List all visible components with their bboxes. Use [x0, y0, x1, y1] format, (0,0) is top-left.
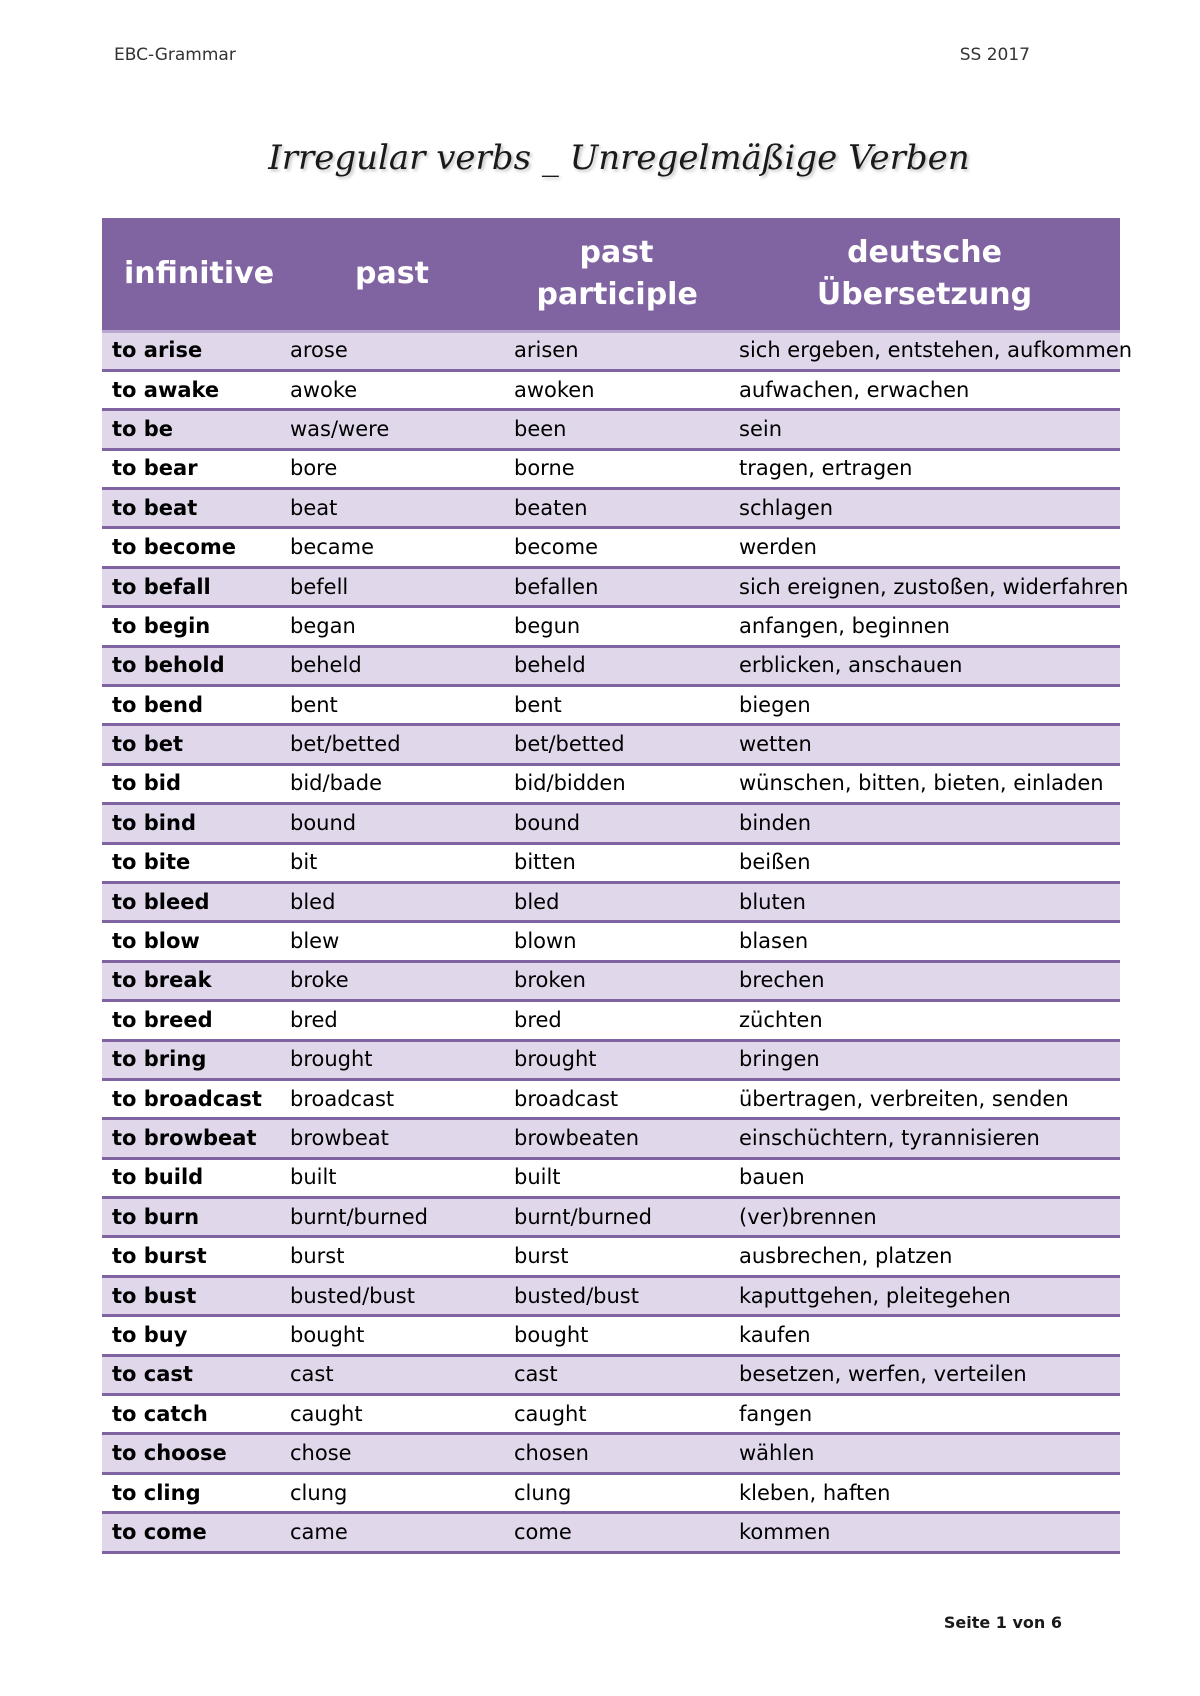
past-participle-cell: bound [504, 804, 729, 843]
translation-cell: kommen [729, 1513, 1120, 1552]
past-cell: befell [280, 567, 504, 606]
past-participle-cell: been [504, 410, 729, 449]
translation-cell: biegen [729, 686, 1120, 725]
past-cell: bent [280, 686, 504, 725]
column-header-past-participle-text: past participle [536, 234, 698, 312]
past-participle-cell: busted/bust [504, 1276, 729, 1315]
past-cell: bore [280, 449, 504, 488]
translation-cell: (ver)brennen [729, 1198, 1120, 1237]
past-participle-cell: befallen [504, 567, 729, 606]
past-cell: burnt/burned [280, 1198, 504, 1237]
translation-cell: übertragen, verbreiten, senden [729, 1079, 1120, 1118]
past-participle-cell: bought [504, 1316, 729, 1355]
infinitive-cell: to breed [102, 1001, 280, 1040]
infinitive-cell: to bend [102, 686, 280, 725]
translation-cell: fangen [729, 1395, 1120, 1434]
infinitive-cell: to begin [102, 607, 280, 646]
past-participle-cell: bent [504, 686, 729, 725]
past-participle-cell: arisen [504, 331, 729, 370]
past-participle-cell: chosen [504, 1434, 729, 1473]
translation-cell: bluten [729, 882, 1120, 921]
table-row [102, 1355, 1120, 1394]
past-participle-cell: beaten [504, 489, 729, 528]
past-participle-cell: bid/bidden [504, 764, 729, 803]
table-row [102, 922, 1120, 961]
past-participle-cell: beheld [504, 646, 729, 685]
infinitive-cell: to become [102, 528, 280, 567]
past-cell: came [280, 1513, 504, 1552]
table-row [102, 1473, 1120, 1512]
past-participle-cell: bitten [504, 843, 729, 882]
table-row [102, 607, 1120, 646]
table-row [102, 804, 1120, 843]
translation-cell: kaputtgehen, pleitegehen [729, 1276, 1120, 1315]
translation-cell: binden [729, 804, 1120, 843]
past-cell: burst [280, 1237, 504, 1276]
past-participle-cell: begun [504, 607, 729, 646]
translation-cell: aufwachen, erwachen [729, 370, 1120, 409]
past-cell: blew [280, 922, 504, 961]
table-row [102, 1198, 1120, 1237]
table-row [102, 843, 1120, 882]
infinitive-cell: to bear [102, 449, 280, 488]
infinitive-cell: to awake [102, 370, 280, 409]
translation-cell: brechen [729, 961, 1120, 1000]
table-row [102, 764, 1120, 803]
infinitive-cell: to cling [102, 1473, 280, 1512]
table-row [102, 528, 1120, 567]
past-cell: began [280, 607, 504, 646]
infinitive-cell: to browbeat [102, 1119, 280, 1158]
translation-cell: kaufen [729, 1316, 1120, 1355]
infinitive-cell: to cast [102, 1355, 280, 1394]
past-cell: chose [280, 1434, 504, 1473]
infinitive-cell: to bite [102, 843, 280, 882]
table-row [102, 882, 1120, 921]
infinitive-cell: to bleed [102, 882, 280, 921]
table-row [102, 567, 1120, 606]
page-header-left: EBC-Grammar [114, 45, 236, 65]
translation-cell: sein [729, 410, 1120, 449]
table-header [102, 218, 1120, 331]
table-row [102, 410, 1120, 449]
table-row [102, 1237, 1120, 1276]
table-body [102, 331, 1133, 1552]
past-participle-cell: built [504, 1158, 729, 1197]
past-participle-cell: browbeaten [504, 1119, 729, 1158]
translation-cell: bringen [729, 1040, 1120, 1079]
infinitive-cell: to befall [102, 567, 280, 606]
table-row [102, 961, 1120, 1000]
infinitive-cell: to beat [102, 489, 280, 528]
past-cell: brought [280, 1040, 504, 1079]
column-header-infinitive: infinitive [102, 218, 280, 331]
infinitive-cell: to burn [102, 1198, 280, 1237]
table-row [102, 449, 1120, 488]
past-participle-cell: caught [504, 1395, 729, 1434]
translation-cell: ausbrechen, platzen [729, 1237, 1120, 1276]
table-row [102, 1316, 1120, 1355]
past-participle-cell: blown [504, 922, 729, 961]
table-row [102, 331, 1120, 370]
past-cell: bought [280, 1316, 504, 1355]
translation-cell: sich ergeben, entstehen, aufkommen [729, 331, 1120, 370]
translation-cell: beißen [729, 843, 1120, 882]
past-cell: bled [280, 882, 504, 921]
infinitive-cell: to burst [102, 1237, 280, 1276]
table-row [102, 1079, 1120, 1118]
infinitive-cell: to be [102, 410, 280, 449]
table-row [102, 1395, 1120, 1434]
past-participle-cell: brought [504, 1040, 729, 1079]
past-cell: cast [280, 1355, 504, 1394]
infinitive-cell: to bust [102, 1276, 280, 1315]
infinitive-cell: to arise [102, 331, 280, 370]
translation-cell: schlagen [729, 489, 1120, 528]
past-cell: caught [280, 1395, 504, 1434]
past-cell: busted/bust [280, 1276, 504, 1315]
past-participle-cell: come [504, 1513, 729, 1552]
past-participle-cell: bled [504, 882, 729, 921]
infinitive-cell: to blow [102, 922, 280, 961]
past-participle-cell: clung [504, 1473, 729, 1512]
translation-cell: blasen [729, 922, 1120, 961]
past-cell: arose [280, 331, 504, 370]
infinitive-cell: to behold [102, 646, 280, 685]
translation-cell: werden [729, 528, 1120, 567]
translation-cell: besetzen, werfen, verteilen [729, 1355, 1120, 1394]
table-row [102, 1001, 1120, 1040]
translation-cell: wählen [729, 1434, 1120, 1473]
past-cell: built [280, 1158, 504, 1197]
past-participle-cell: cast [504, 1355, 729, 1394]
translation-cell: wetten [729, 725, 1120, 764]
table-row [102, 1158, 1120, 1197]
table-row [102, 370, 1120, 409]
table-row [102, 1119, 1120, 1158]
translation-cell: bauen [729, 1158, 1120, 1197]
table-row [102, 489, 1120, 528]
translation-cell: tragen, ertragen [729, 449, 1120, 488]
infinitive-cell: to choose [102, 1434, 280, 1473]
infinitive-cell: to come [102, 1513, 280, 1552]
past-cell: bet/betted [280, 725, 504, 764]
column-header-translation [729, 218, 1120, 331]
past-cell: bound [280, 804, 504, 843]
past-cell: broadcast [280, 1079, 504, 1118]
table-header-row [102, 218, 1120, 331]
infinitive-cell: to bid [102, 764, 280, 803]
table-row [102, 686, 1120, 725]
past-cell: browbeat [280, 1119, 504, 1158]
past-participle-cell: burnt/burned [504, 1198, 729, 1237]
table-row [102, 646, 1120, 685]
past-cell: beat [280, 489, 504, 528]
translation-cell: anfangen, beginnen [729, 607, 1120, 646]
infinitive-cell: to break [102, 961, 280, 1000]
translation-cell: wünschen, bitten, bieten, einladen [729, 764, 1120, 803]
infinitive-cell: to broadcast [102, 1079, 280, 1118]
infinitive-cell: to bet [102, 725, 280, 764]
past-cell: beheld [280, 646, 504, 685]
table-row [102, 1434, 1120, 1473]
infinitive-cell: to bring [102, 1040, 280, 1079]
past-cell: clung [280, 1473, 504, 1512]
past-participle-cell: broadcast [504, 1079, 729, 1118]
table-row [102, 1276, 1120, 1315]
table-row [102, 1513, 1120, 1552]
past-participle-cell: awoken [504, 370, 729, 409]
document-title: Irregular verbs _ Unregelmäßige Verben [268, 138, 970, 178]
past-cell: was/were [280, 410, 504, 449]
infinitive-cell: to bind [102, 804, 280, 843]
infinitive-cell: to buy [102, 1316, 280, 1355]
past-cell: awoke [280, 370, 504, 409]
translation-cell: einschüchtern, tyrannisieren [729, 1119, 1120, 1158]
past-participle-cell: bet/betted [504, 725, 729, 764]
past-cell: bred [280, 1001, 504, 1040]
past-cell: became [280, 528, 504, 567]
infinitive-cell: to catch [102, 1395, 280, 1434]
past-cell: broke [280, 961, 504, 1000]
past-participle-cell: broken [504, 961, 729, 1000]
column-header-translation-text: deutsche Übersetzung [816, 234, 1033, 312]
translation-cell: züchten [729, 1001, 1120, 1040]
table-row [102, 725, 1120, 764]
column-header-past: past [280, 218, 504, 331]
past-participle-cell: burst [504, 1237, 729, 1276]
past-participle-cell: bred [504, 1001, 729, 1040]
translation-cell: erblicken, anschauen [729, 646, 1120, 685]
page-header-right: SS 2017 [959, 45, 1030, 65]
translation-cell: sich ereignen, zustoßen, widerfahren [729, 567, 1120, 606]
translation-cell: kleben, haften [729, 1473, 1120, 1512]
past-cell: bid/bade [280, 764, 504, 803]
column-header-past-participle [504, 218, 729, 331]
past-cell: bit [280, 843, 504, 882]
irregular-verbs-table [102, 218, 1133, 1554]
table-row [102, 1040, 1120, 1079]
infinitive-cell: to build [102, 1158, 280, 1197]
past-participle-cell: borne [504, 449, 729, 488]
past-participle-cell: become [504, 528, 729, 567]
page-number: Seite 1 von 6 [943, 1613, 1062, 1632]
